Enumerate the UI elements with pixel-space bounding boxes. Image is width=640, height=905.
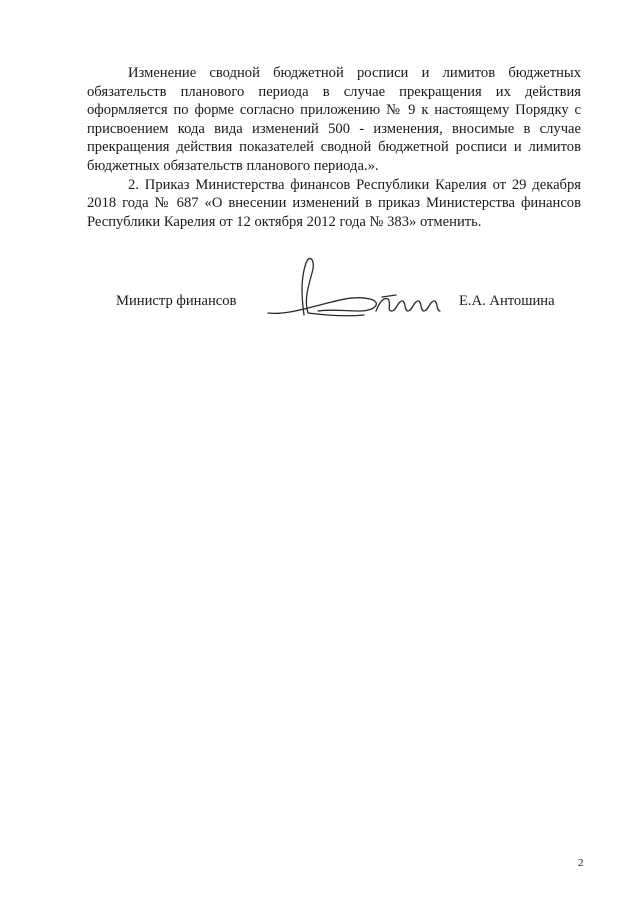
page-number: 2 [578,857,584,869]
signatory-name: Е.А. Антошина [459,293,555,309]
paragraph-amendment-rule: Изменение сводной бюджетной росписи и лимитов бюджетных обязательств планового периода в случае прекращения их действия оформляется по форме согласно приложению № 9 к настоящему Порядку с присвоением кода вида изменений 500 - изменения, вносимые в случае прекращения действия показателей сводной бюджетной росписи и лимитов бюджетных обязательств планового периода.». [87,65,581,174]
signature-block [0,285,640,325]
handwritten-signature [264,255,454,325]
paragraph-repeal-order: 2. Приказ Министерства финансов Республики Карелия от 29 декабря 2018 года № 687 «О внесении изменений в приказ Министерства финансов Республики Карелия от 12 октября 2012 года № 383» отменить. [87,176,581,230]
document-body [87,64,581,231]
signatory-title: Министр финансов [116,293,237,309]
